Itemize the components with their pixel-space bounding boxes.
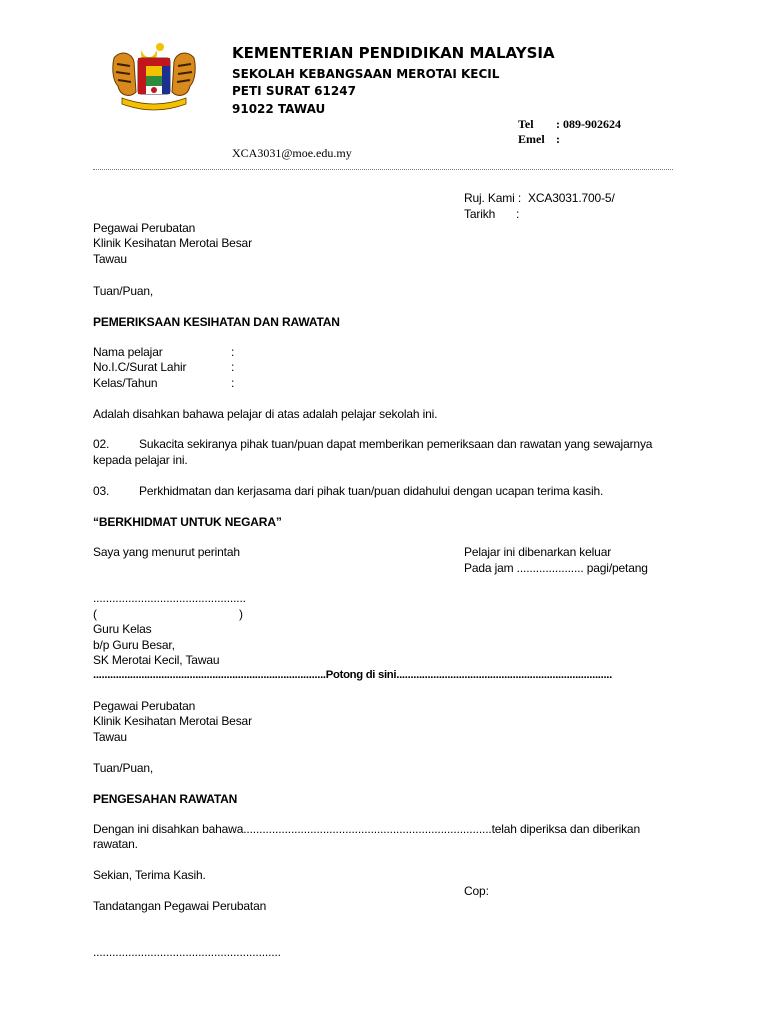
header-divider xyxy=(93,169,673,170)
release-note: Pelajar ini dibenarkan keluar xyxy=(464,545,612,559)
closing-thanks: Sekian, Terima Kasih. xyxy=(93,868,206,882)
slip-addressee-line-2: Klinik Kesihatan Merotai Besar xyxy=(93,714,252,728)
field-label-name: Nama pelajar xyxy=(93,345,163,359)
paragraph-2-line-2: kepada pelajar ini. xyxy=(93,453,188,467)
officer-signature-label: Tandatangan Pegawai Perubatan xyxy=(93,899,267,913)
field-label-class: Kelas/Tahun xyxy=(93,376,158,390)
paragraph-2-number: 02. xyxy=(93,437,110,451)
date-label: Tarikh xyxy=(464,207,496,221)
field-separator: : xyxy=(231,345,235,359)
email-label: Emel xyxy=(518,132,545,146)
name-paren-close: ) xyxy=(239,607,243,621)
paragraph-3-text: Perkhidmatan dan kerjasama dari pihak tuan/puan didahului dengan ucapan terima kasih. xyxy=(139,484,604,498)
reference-number: XCA3031.700-5/ xyxy=(528,191,615,205)
tel-label: Tel xyxy=(518,117,534,131)
addressee-line-1: Pegawai Perubatan xyxy=(93,221,196,235)
field-label-ic: No.I.C/Surat Lahir xyxy=(93,360,187,374)
stamp-label: Cop: xyxy=(464,884,489,898)
salutation: Tuan/Puan, xyxy=(93,284,154,298)
field-separator: : xyxy=(231,360,235,374)
field-separator: : xyxy=(231,376,235,390)
confirmation-line-1: Dengan ini disahkan bahawa..............................................................................telah diperiksa dan diberikan xyxy=(93,822,640,836)
signer-role-2: b/p Guru Besar, xyxy=(93,638,175,652)
school-name: SEKOLAH KEBANGSAAN MEROTAI KECIL xyxy=(232,67,500,81)
ministry-name: KEMENTERIAN PENDIDIKAN MALAYSIA xyxy=(232,44,555,62)
officer-signature-line: ........................................................... xyxy=(93,945,281,959)
email-address: XCA3031@moe.edu.my xyxy=(232,146,352,160)
letter-subject: PEMERIKSAAN KESIHATAN DAN RAWATAN xyxy=(93,315,340,329)
tel-value: : 089-902624 xyxy=(556,117,621,131)
po-box: PETI SURAT 61247 xyxy=(232,84,356,98)
date-separator: : xyxy=(516,207,520,221)
paragraph-1: Adalah disahkan bahawa pelajar di atas adalah pelajar sekolah ini. xyxy=(93,407,438,421)
addressee-line-2: Klinik Kesihatan Merotai Besar xyxy=(93,236,252,250)
signer-role-1: Guru Kelas xyxy=(93,622,152,636)
signoff-text: Saya yang menurut perintah xyxy=(93,545,240,559)
email-separator: : xyxy=(556,132,560,146)
slip-addressee-line-1: Pegawai Perubatan xyxy=(93,699,196,713)
signer-role-3: SK Merotai Kecil, Tawau xyxy=(93,653,220,667)
motto: “BERKHIDMAT UNTUK NEGARA” xyxy=(93,515,282,529)
slip-salutation: Tuan/Puan, xyxy=(93,761,154,775)
paragraph-2-line-1: Sukacita sekiranya pihak tuan/puan dapat memberikan pemeriksaan dan rawatan yang sewajarnya xyxy=(139,437,653,451)
reference-label: Ruj. Kami : xyxy=(464,191,522,205)
slip-subject: PENGESAHAN RAWATAN xyxy=(93,792,238,806)
coat-of-arms-logo xyxy=(108,40,200,112)
release-time: Pada jam ..................... pagi/petang xyxy=(464,561,648,575)
confirmation-line-2: rawatan. xyxy=(93,837,138,851)
addressee-line-3: Tawau xyxy=(93,252,127,266)
postcode-city: 91022 TAWAU xyxy=(232,102,326,116)
cut-line: ..................................................................................Potong di sini............................................................................ xyxy=(93,669,612,681)
signature-line: ................................................ xyxy=(93,591,246,605)
name-paren-open: ( xyxy=(93,607,97,621)
slip-addressee-line-3: Tawau xyxy=(93,730,127,744)
paragraph-3-number: 03. xyxy=(93,484,110,498)
